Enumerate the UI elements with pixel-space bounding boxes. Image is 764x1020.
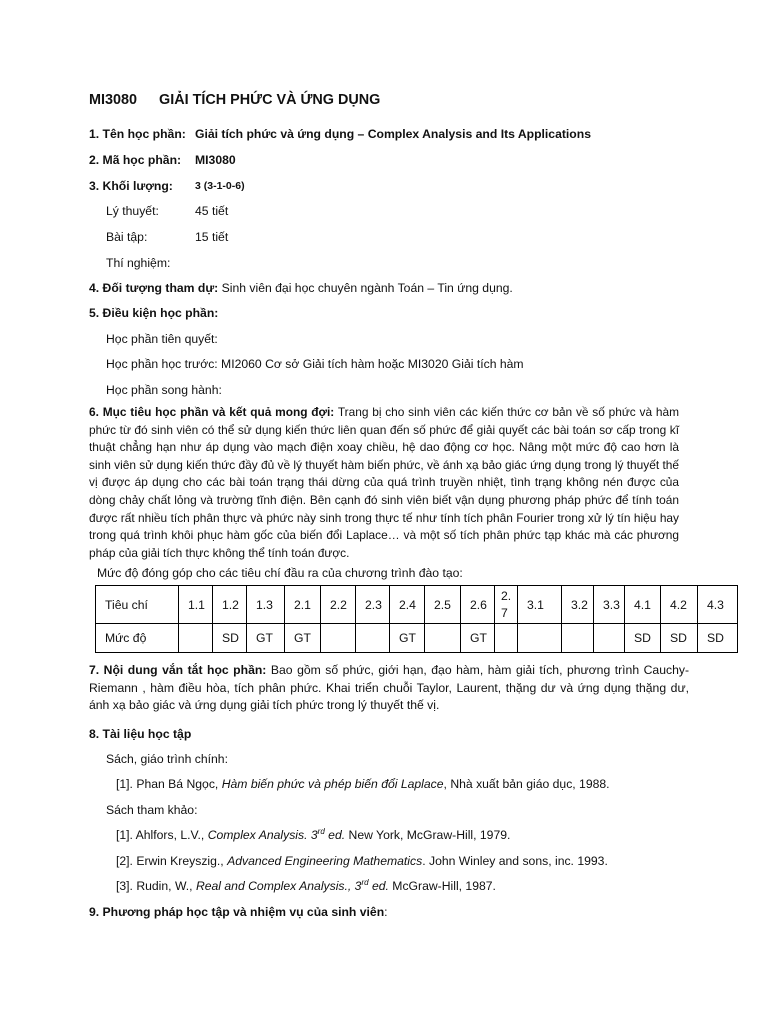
reference-publisher: . John Winley and sons, inc. 1993.	[422, 854, 608, 868]
level-cell: SD	[661, 624, 698, 653]
criteria-cell: 2.5	[425, 586, 461, 624]
criteria-cell: 4.3	[698, 586, 738, 624]
reference-title: Complex Analysis. 3	[207, 828, 318, 842]
reference-item	[116, 854, 608, 868]
contribution-caption: Mức độ đóng góp cho các tiêu chí đầu ra của chương trình đào tạo:	[97, 566, 463, 580]
level-cell: GT	[390, 624, 425, 653]
reference-title: Real and Complex Analysis., 3	[195, 879, 362, 893]
reference-superscript: rd	[317, 826, 325, 836]
criteria-cell: 1.2	[213, 586, 247, 624]
level-cell: SD	[213, 624, 247, 653]
reference-author: [2]. Erwin Kreyszig.,	[116, 854, 228, 868]
level-cell	[179, 624, 213, 653]
level-cell: SD	[698, 624, 738, 653]
section-4-label: 4. Đối tượng tham dự:	[89, 281, 219, 295]
section-9-label: 9. Phương pháp học tập và nhiệm vụ của sinh viên	[89, 905, 385, 919]
summary-text: Bao gồm số phức, giới hạn, đạo hàm, hàm giải tích, phương trình Cauchy-Riemann , hàm điều hòa, tích phân phức. Khai triển chuỗi Taylor, Laurent, thặng dư và ứng dụng thặng dư, ánh xạ bảo giác và ứng dụng giải tích phức trong lý thuyết thế vị.	[89, 663, 690, 713]
section-5-label: 5. Điều kiện học phần:	[89, 306, 219, 320]
level-cell	[594, 624, 625, 653]
criteria-row	[96, 586, 738, 624]
section-7-paragraph	[89, 662, 689, 715]
exercise-value: 15 tiết	[195, 230, 229, 244]
level-cell	[321, 624, 356, 653]
criteria-cell: 1.1	[179, 586, 213, 624]
audience-value: Sinh viên đại học chuyên ngành Toán – Tin ứng dụng.	[221, 281, 513, 295]
reference-publisher: McGraw-Hill, 1987.	[388, 879, 496, 893]
level-row-label: Mức độ	[96, 624, 179, 653]
theory-value: 45 tiết	[195, 204, 229, 218]
theory-label: Lý thuyết:	[106, 204, 159, 218]
section-4-line	[89, 281, 513, 295]
criteria-cell: 2.1	[285, 586, 321, 624]
section-6-paragraph	[89, 404, 679, 562]
course-title-heading: GIẢI TÍCH PHỨC VÀ ỨNG DỤNG	[159, 92, 381, 108]
reference-item	[116, 828, 510, 842]
reference-author: [1]. Ahlfors, L.V.,	[116, 828, 208, 842]
section-6-label: 6. Mục tiêu học phần và kết quả mong đợi:	[89, 405, 335, 419]
criteria-cell: 3.1	[518, 586, 562, 624]
lab-label: Thí nghiệm:	[106, 256, 171, 270]
prior-course-text: Học phần học trước: MI2060 Cơ sở Giải tích hàm hoặc MI3020 Giải tích hàm	[106, 357, 524, 371]
criteria-cell: 2. 7	[495, 586, 518, 624]
level-cell	[495, 624, 518, 653]
criteria-cell: 2.4	[390, 586, 425, 624]
level-cell	[356, 624, 390, 653]
parallel-course-text: Học phần song hành:	[106, 383, 222, 397]
criteria-cell: 1.3	[247, 586, 285, 624]
criteria-cell: 4.2	[661, 586, 698, 624]
criteria-cell: 2.2	[321, 586, 356, 624]
main-book-publisher: , Nhà xuất bản giáo dục, 1988.	[443, 777, 610, 791]
level-row	[96, 624, 738, 653]
criteria-row-label: Tiêu chí	[96, 586, 179, 624]
main-book-title: Hàm biến phức và phép biến đổi Laplace	[221, 777, 444, 791]
course-code-value: MI3080	[195, 153, 236, 167]
level-cell	[562, 624, 594, 653]
reference-superscript: rd	[361, 877, 369, 887]
course-name-value: Giải tích phức và ứng dụng – Complex Analysis and Its Applications	[195, 127, 591, 141]
contribution-table	[95, 585, 738, 653]
section-9-colon: :	[384, 905, 388, 919]
objectives-text: Trang bị cho sinh viên các kiến thức cơ bản về số phức và hàm phức từ đó sinh viên có thể sử dụng kiến thức liên quan đến số phức để giải quyết các bài toán sơ cấp trong kĩ thuật chẳng hạn như áp dụng vào mạch điện xoay chiều, hệ dao động cơ học. Nâng một mức độ cao hơn là sinh viên sử dụng kiến thức đầy đủ về lý thuyết hàm biến phức, về ánh xạ bảo giác ứng dụng trong lý thuyết thế vị được áp dụng cho các bài toán trạng thái dừng của quá trình truyền nhiệt, tình trạng không nén được của dòng chảy chất lỏng và trường tĩnh điện. Bên cạnh đó sinh viên biết vận dụng phương pháp phức để tính toán được rất nhiều tích phân thực và phức này sinh trong thực tế như tính tích phân Fourier trong xử lý tín hiệu hay trong quá trình khôi phục hàm gốc của biến đổi Laplace… và một số tích phân phức tạp khác mà các phương pháp của giải tích thực không thể tính toán được.	[89, 405, 679, 560]
level-cell: SD	[625, 624, 661, 653]
criteria-cell: 3.3	[594, 586, 625, 624]
reference-item	[116, 879, 496, 893]
section-9-line	[89, 905, 388, 919]
level-cell: GT	[461, 624, 495, 653]
criteria-cell: 3.2	[562, 586, 594, 624]
main-books-label: Sách, giáo trình chính:	[106, 752, 228, 766]
criteria-cell: 2.3	[356, 586, 390, 624]
prerequisite-text: Học phần tiên quyết:	[106, 332, 218, 346]
reference-title: Advanced Engineering Mathematics	[227, 854, 423, 868]
section-1-label: 1. Tên học phần:	[89, 127, 186, 141]
section-3-label: 3. Khối lượng:	[89, 179, 173, 193]
reference-author: [3]. Rudin, W.,	[116, 879, 196, 893]
course-code-heading: MI3080	[89, 92, 137, 108]
criteria-cell: 4.1	[625, 586, 661, 624]
reference-edition: ed.	[324, 828, 346, 842]
workload-value: 3 (3-1-0-6)	[195, 180, 245, 192]
main-book-item	[116, 777, 610, 791]
exercise-label: Bài tập:	[106, 230, 148, 244]
section-8-label: 8. Tài liệu học tập	[89, 727, 192, 741]
section-2-label: 2. Mã học phần:	[89, 153, 182, 167]
level-cell: GT	[247, 624, 285, 653]
reference-books-label: Sách tham khảo:	[106, 803, 198, 817]
reference-edition: ed.	[368, 879, 389, 893]
section-7-label: 7. Nội dung vắn tắt học phần:	[89, 663, 267, 677]
level-cell	[518, 624, 562, 653]
level-cell	[425, 624, 461, 653]
level-cell: GT	[285, 624, 321, 653]
reference-publisher: New York, McGraw-Hill, 1979.	[345, 828, 511, 842]
criteria-cell: 2.6	[461, 586, 495, 624]
main-book-author: [1]. Phan Bá Ngọc,	[116, 777, 222, 791]
